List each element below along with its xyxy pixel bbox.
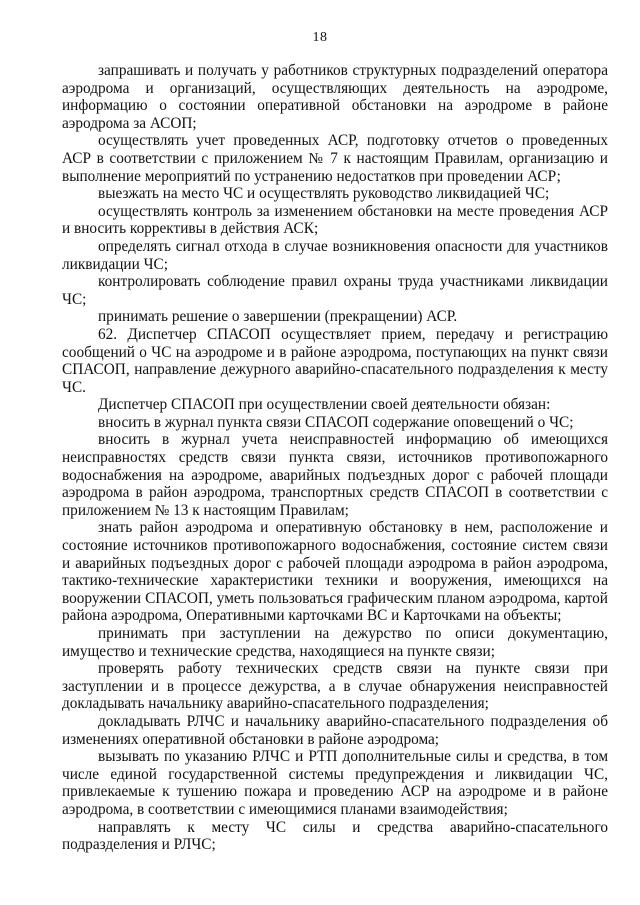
paragraph-request-info: запрашивать и получать у работников структурных подразделений оператора аэродрома и организаций, осуществляющих деятельность на аэродроме, информацию о состоянии оперативной обстановки на аэродроме в районе аэродрома за АСОП; — [62, 62, 608, 132]
paragraph-go-to-site: выезжать на место ЧС и осуществлять руководство ликвидацией ЧС; — [98, 185, 550, 203]
paragraph-control-situation: осуществлять контроль за изменением обстановки на месте проведения АСР и вносить коррективы в действия АСК; — [62, 202, 608, 238]
paragraph-clause-62: 62. Диспетчер СПАСОП осуществляет прием, передачу и регистрацию сообщений о ЧС на аэродроме и в районе аэродрома, поступающих на пункт связи СПАСОП, направление дежурного аварийно-спасательного подразделения к месту ЧС. — [62, 325, 608, 396]
paragraph-accept-duty: принимать при заступлении на дежурство по описи документацию, имущество и технические средства, находящиеся на пункте связи; — [62, 625, 608, 660]
page-number: 18 — [312, 30, 328, 45]
paragraph-call-forces: вызывать по указанию РЛЧС и РТП дополнительные силы и средства, в том числе единой государственной системы предупреждения и ликвидации ЧС, привлекаемые к тушению пожара и проведению АСР на аэродроме и в районе аэродрома, в соответствии с имеющимися планами взаимодействия; — [62, 748, 608, 818]
paragraph-log-notifications: вносить в журнал пункта связи СПАСОП содержание оповещений о ЧС; — [98, 413, 574, 431]
paragraph-check-comms: проверять работу технических средств связи на пункте связи при заступлении и в процессе дежурства, а в случае обнаружения неисправностей докладывать начальнику аварийно-спасательного подразделения; — [62, 660, 608, 713]
document-body — [62, 62, 608, 854]
paragraph-log-faults: вносить в журнал учета неисправностей информацию об имеющихся неисправностях средств связи пункта связи, источников противопожарного водоснабжения на аэродроме, аварийных подъездных дорог с рабочей площади аэродрома в район аэродрома, транспортных средств СПАСОП в соответствии с приложением № 13 к настоящим Правилам; — [62, 431, 608, 519]
paragraph-accounting-asr: осуществлять учет проведенных АСР, подготовку отчетов о проведенных АСР в соответствии с приложением № 7 к настоящим Правилам, организацию и выполнение мероприятий по устранению недостатков при проведении АСР; — [62, 132, 608, 185]
paragraph-dispatch-forces: направлять к месту ЧС силы и средства аварийно-спасательного подразделения и РЛЧС; — [62, 818, 608, 854]
paragraph-dispatcher-duties-intro: Диспетчер СПАСОП при осуществлении своей деятельности обязан: — [98, 396, 551, 414]
paragraph-labor-safety: контролировать соблюдение правил охраны труда участниками ликвидации ЧС; — [62, 273, 608, 308]
paragraph-completion-decision: принимать решение о завершении (прекращении) АСР. — [98, 308, 458, 326]
paragraph-retreat-signal: определять сигнал отхода в случае возникновения опасности для участников ликвидации ЧС; — [62, 237, 608, 273]
paragraph-know-area: знать район аэродрома и оперативную обстановку в нем, расположение и состояние источников противопожарного водоснабжения, состояние систем связи и аварийных подъездных дорог с рабочей площади аэродрома в район аэродрома, тактико-технические характеристики техники и вооружения, имеющихся на вооружении СПАСОП, уметь пользоваться графическим планом аэродрома, картой района аэродрома, Оперативными карточками ВС и Карточками на объекты; — [62, 519, 608, 625]
paragraph-report-changes: докладывать РЛЧС и начальнику аварийно-спасательного подразделения об изменениях оперативной обстановки в районе аэродрома; — [62, 712, 608, 748]
